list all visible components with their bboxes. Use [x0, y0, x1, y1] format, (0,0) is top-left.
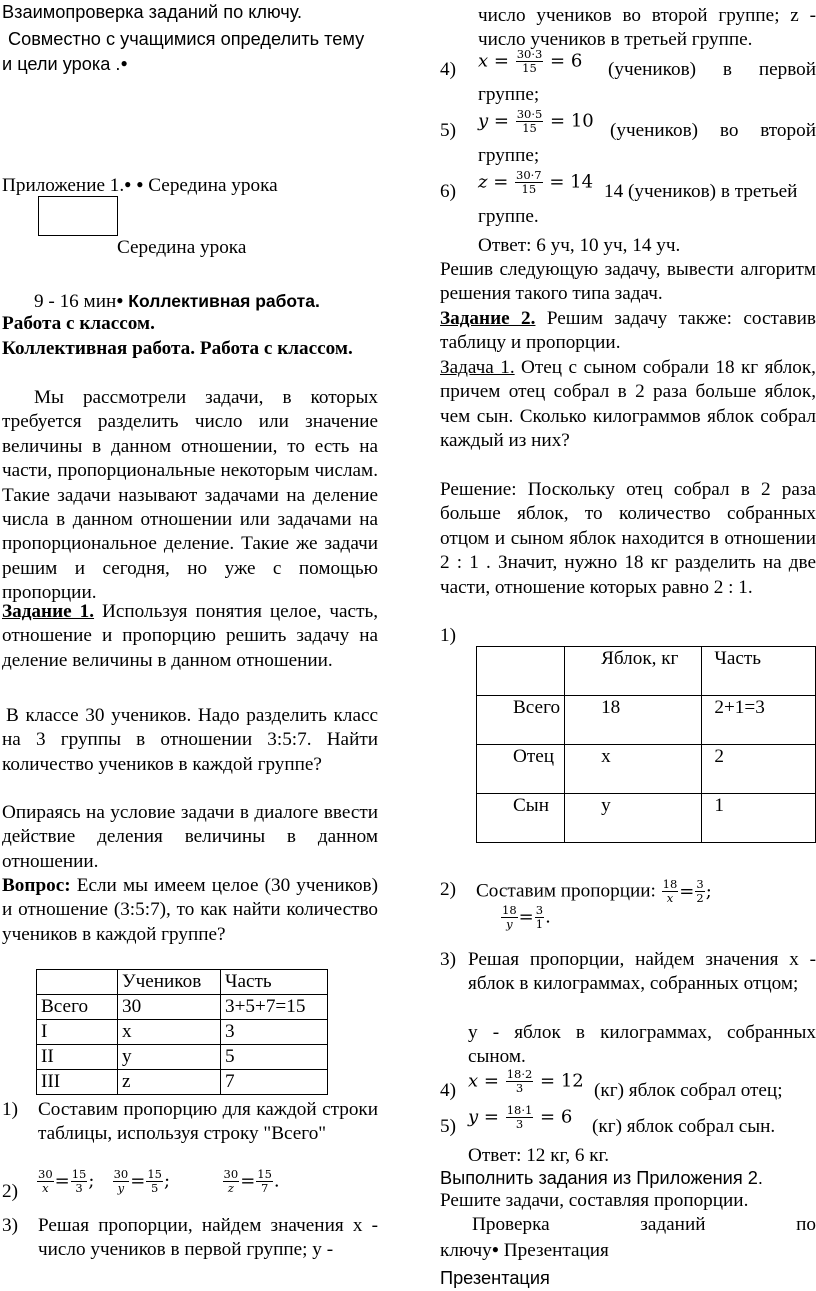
intro-paragraph: Мы рассмотрели задачи, в которых требуется разделить число или значение величины в данном отношении, то есть на части, пропорциональные некоторым числам. Такие задачи называют задачами на деление числа в данном отношении или задачами на пропорциональное деление. Такие же задачи решим и сегодня, но уже с помощью пропорции.: [2, 387, 378, 604]
time-line: 9 - 16 мин● Коллективная работа.: [34, 291, 320, 312]
line-2: Совместно с учащимися определить тему: [8, 29, 365, 49]
step-4-formula: x = $\frac{30\cdot 3}{15}$ = 6: [478, 47, 583, 75]
table-cell: x: [565, 745, 702, 794]
line-3: и цели урока .●: [2, 54, 128, 74]
line-1: Взаимопроверка заданий по ключу.: [2, 2, 303, 22]
table-cell: y: [118, 1045, 221, 1070]
table-cell: x: [118, 1020, 221, 1045]
table-cell: 7: [221, 1070, 328, 1095]
table-cell: z: [118, 1070, 221, 1095]
table-cell: 3+5+7=15: [221, 995, 328, 1020]
solve-line: Решите задачи, составляя пропорции.: [440, 1190, 749, 1211]
presentation-line: Презентация: [440, 1268, 550, 1288]
step-6-formula: z = $\frac{30\cdot 7}{15}$ = 14: [478, 168, 594, 196]
step-5-text: (учеников) во второй: [610, 120, 816, 141]
table-cell: 5: [221, 1045, 328, 1070]
table-cell: III: [37, 1070, 118, 1095]
r3-number: 3): [440, 949, 456, 970]
table-row: [477, 794, 816, 843]
question-paragraph: Вопрос: Если мы имеем целое (30 учеников) и отношение (3:5:7), то как найти количество учеников в каждой группе?: [2, 875, 378, 945]
table-row: [477, 647, 816, 696]
work-with-class: Работа с классом.: [2, 313, 155, 334]
bullet-icon: ●: [116, 293, 124, 307]
appendix-line: Приложение 1.● ● Середина урока: [2, 175, 278, 196]
r2-formula-2: $\frac{18}{y}$ = $\frac{3}{1}$ .: [502, 903, 551, 931]
r2-number: 2): [440, 879, 456, 900]
table2-number: 1): [440, 625, 456, 646]
r5-formula: y = $\frac{18\cdot 1}{3}$ = 6: [468, 1103, 573, 1131]
step-5-text-2: группе;: [478, 145, 540, 166]
table-cell: Всего: [37, 995, 118, 1020]
r2-text: Составим пропорции: $\frac{18}{x}$ = $\frac{3}{2}$ ;: [476, 877, 712, 905]
r4-formula: x = $\frac{18\cdot 2}{3}$ = 12: [468, 1067, 584, 1095]
table-cell: Часть: [221, 970, 328, 995]
heading-collective: Коллективная работа. Работа с классом.: [2, 338, 353, 359]
table-cell: II: [37, 1045, 118, 1070]
table-cell: 30: [118, 995, 221, 1020]
table-cell: Отец: [477, 745, 565, 794]
table-row: [37, 995, 328, 1020]
step-6-text-2: группе.: [478, 206, 539, 227]
table-row: [37, 1020, 328, 1045]
algorithm-paragraph: Решив следующую задачу, вывести алгоритм решения такого типа задач.: [440, 259, 816, 305]
table-cell: I: [37, 1020, 118, 1045]
table-row: [37, 970, 328, 995]
table-cell: [37, 970, 118, 995]
table-row: [477, 696, 816, 745]
bullet-icon: ●: [491, 1242, 499, 1256]
table-cell: [477, 647, 565, 696]
apples-table: [476, 646, 816, 843]
answer-2: Ответ: 12 кг, 6 кг.: [468, 1145, 610, 1166]
step-2-number: 2): [2, 1181, 18, 1202]
step-1-number: 1): [2, 1099, 18, 1120]
step-2-formulas: $\frac{30}{x}$ = $\frac{15}{3}$ ; $\frac{30}{y}$ = $\frac{15}{5}$ ; $\frac{30}{z}$ = $\frac{15}{7}$ .: [38, 1167, 280, 1195]
empty-box: [38, 196, 118, 236]
step-6-text: 14 (учеников) в третьей: [604, 181, 798, 202]
step-3-number: 3): [2, 1215, 18, 1236]
table-cell: Всего: [477, 696, 565, 745]
bullet-icon: ●: [124, 177, 132, 191]
r4-number: 4): [440, 1080, 456, 1101]
table-cell: Сын: [477, 794, 565, 843]
table-cell: Яблок, кг: [565, 647, 702, 696]
table-row: [37, 1070, 328, 1095]
r3-text: Решая пропорции, найдем значения x - яблок в килограммах, собранных отцом;: [468, 949, 816, 995]
table-cell: 3: [221, 1020, 328, 1045]
table-cell: 2: [702, 745, 816, 794]
solution-paragraph: Решение: Поскольку отец собрал в 2 раза больше яблок, то количество собранных отцом и сыном яблок находится в отношении 2 : 1 . Значит, нужно 18 кг разделить на две части, отношение которых равно 2 : 1.: [440, 479, 816, 598]
table-cell: 18: [565, 696, 702, 745]
r5-text: (кг) яблок собрал сын.: [592, 1116, 776, 1137]
bullet-icon: ●: [136, 177, 144, 191]
step-6-number: 6): [440, 181, 456, 202]
exec-line: Выполнить задания из Приложения 2.: [440, 1168, 763, 1188]
table-cell: Учеников: [118, 970, 221, 995]
table-cell: 1: [702, 794, 816, 843]
step-4-text: (учеников) в первой: [608, 59, 816, 80]
table-cell: y: [565, 794, 702, 843]
check-line: Проверка заданий по: [472, 1214, 816, 1235]
step-5-formula: y = $\frac{30\cdot 5}{15}$ = 10: [478, 107, 594, 135]
table-cell: 2+1=3: [702, 696, 816, 745]
table-row: [477, 745, 816, 794]
continuation-text: число учеников во второй группе; z - число учеников в третьей группе.: [478, 5, 816, 51]
table-row: [37, 1045, 328, 1070]
problem2-paragraph: Задача 1. Отец с сыном собрали 18 кг яблок, причем отец собрал в 2 раза больше яблок, чем сын. Сколько килограммов яблок собрал каждый из них?: [440, 357, 816, 452]
r3-text-2: y - яблок в килограммах, собранных сыном.: [468, 1022, 816, 1068]
r5-number: 5): [440, 1116, 456, 1137]
mid-lesson-label: Середина урока: [117, 237, 247, 258]
task2-paragraph: Задание 2. Решим задачу также: составив таблицу и пропорции.: [440, 308, 816, 354]
step-1-text: Составим пропорцию для каждой строки таблицы, используя строку "Всего": [38, 1099, 378, 1145]
dialog-paragraph: Опираясь на условие задачи в диалоге ввести действие деления величины в данном отношении.: [2, 802, 378, 872]
r4-text: (кг) яблок собрал отец;: [594, 1080, 783, 1101]
step-4-number: 4): [440, 59, 456, 80]
answer-1: Ответ: 6 уч, 10 уч, 14 уч.: [478, 235, 681, 256]
step-4-text-2: группе;: [478, 84, 540, 105]
students-table: [36, 969, 328, 1095]
table-cell: Часть: [702, 647, 816, 696]
task1-paragraph: Задание 1. Используя понятия целое, часть, отношение и пропорцию решить задачу на деление величины в данном отношении.: [2, 601, 378, 671]
key-line: ключу● Презентация: [440, 1240, 609, 1261]
bullet-icon: ●: [120, 56, 128, 70]
problem-paragraph: В классе 30 учеников. Надо разделить класс на 3 группы в отношении 3:5:7. Найти количество учеников в каждой группе?: [2, 705, 378, 775]
step-5-number: 5): [440, 120, 456, 141]
step-3-text: Решая пропорции, найдем значения x - число учеников в первой группе; y -: [38, 1215, 378, 1261]
